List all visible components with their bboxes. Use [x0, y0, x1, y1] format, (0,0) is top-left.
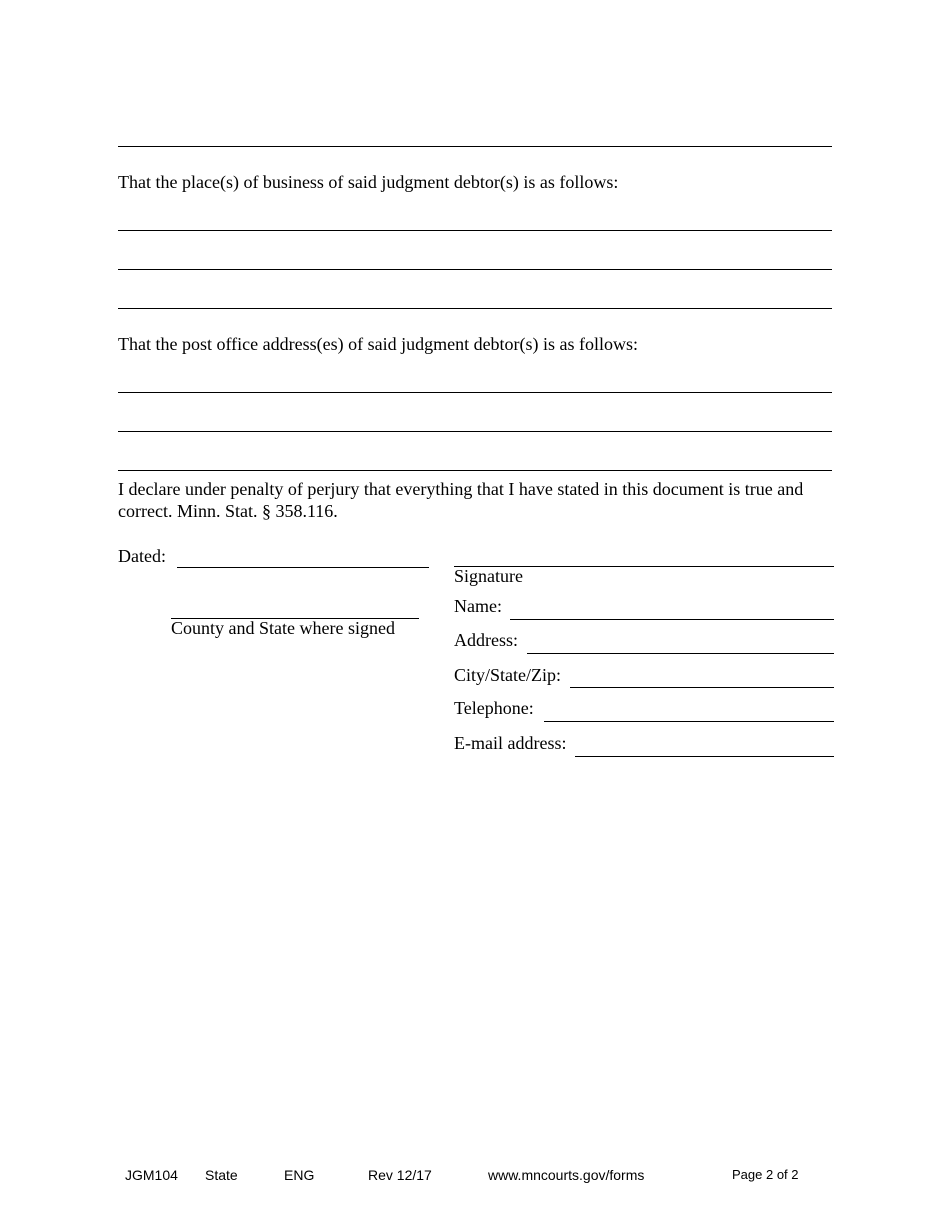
city-state-zip-label: City/State/Zip:	[454, 665, 561, 685]
business-address-line-3[interactable]	[118, 308, 832, 309]
address-label: Address:	[454, 630, 518, 650]
footer-revision: Rev 12/17	[368, 1167, 432, 1183]
footer-form-code: JGM104	[125, 1167, 178, 1183]
email-input[interactable]	[575, 736, 834, 757]
city-state-zip-input[interactable]	[570, 667, 834, 688]
post-office-address-line-1[interactable]	[118, 392, 832, 393]
footer-page-number: Page 2 of 2	[732, 1167, 799, 1182]
dated-input[interactable]	[177, 547, 429, 568]
email-label: E-mail address:	[454, 733, 567, 753]
telephone-input[interactable]	[544, 701, 834, 722]
business-address-line-2[interactable]	[118, 269, 832, 270]
signature-input[interactable]	[454, 546, 834, 567]
business-address-line-1[interactable]	[118, 230, 832, 231]
name-label: Name:	[454, 596, 502, 616]
county-state-input[interactable]	[171, 598, 419, 619]
answer-line-top[interactable]	[118, 146, 832, 147]
footer-website: www.mncourts.gov/forms	[488, 1167, 645, 1183]
telephone-label: Telephone:	[454, 698, 534, 718]
address-input[interactable]	[527, 633, 834, 654]
footer-jurisdiction: State	[205, 1167, 238, 1183]
footer-language: ENG	[284, 1167, 315, 1183]
post-office-address-line-2[interactable]	[118, 431, 832, 432]
business-address-prompt: That the place(s) of business of said judgment debtor(s) is as follows:	[118, 172, 619, 192]
perjury-declaration: I declare under penalty of perjury that everything that I have stated in this document is true and correct. Minn. Stat. § 358.116.	[118, 479, 804, 521]
post-office-address-line-3[interactable]	[118, 470, 832, 471]
name-input[interactable]	[510, 599, 834, 620]
county-state-label: County and State where signed	[171, 618, 395, 638]
signature-label: Signature	[454, 566, 523, 586]
dated-label: Dated:	[118, 546, 166, 566]
post-office-address-prompt: That the post office address(es) of said judgment debtor(s) is as follows:	[118, 334, 639, 354]
